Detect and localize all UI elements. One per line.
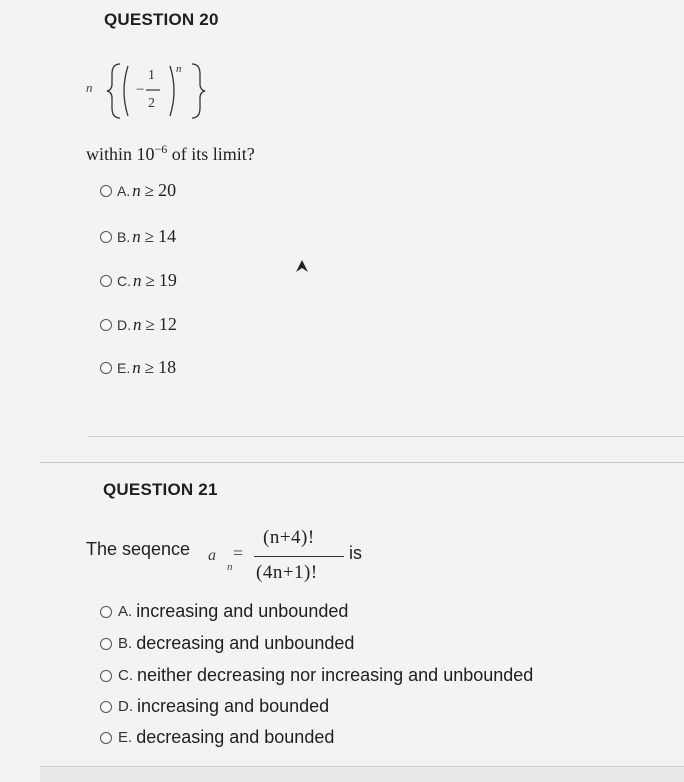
question-20-formula <box>84 56 234 126</box>
prompt-suffix: of its limit? <box>167 144 255 164</box>
option-value: 14 <box>158 226 177 246</box>
radio-button[interactable] <box>100 319 112 331</box>
option-letter: E. <box>118 729 133 746</box>
radio-button[interactable] <box>100 185 112 197</box>
q20-option-c[interactable] <box>100 270 177 291</box>
option-letter: A. <box>118 603 133 620</box>
q21-option-e[interactable] <box>100 727 334 748</box>
option-letter: A. <box>117 182 131 199</box>
radio-button[interactable] <box>100 638 112 650</box>
option-letter: C. <box>118 667 133 684</box>
option-var: n <box>132 226 141 246</box>
q21-option-b[interactable] <box>100 633 354 654</box>
section-divider <box>88 436 684 437</box>
radio-button[interactable] <box>100 231 112 243</box>
q20-option-b[interactable] <box>100 226 176 247</box>
question-20-prompt <box>86 142 255 165</box>
radio-button[interactable] <box>100 362 112 374</box>
formula-denominator: 2 <box>148 96 155 111</box>
option-letter: D. <box>117 316 131 333</box>
prompt-prefix: within 10 <box>86 144 155 164</box>
seq-numerator: (n+4)! <box>263 527 315 548</box>
option-letter: D. <box>118 698 133 715</box>
option-text: decreasing and bounded <box>136 727 335 747</box>
seq-subscript: n <box>227 561 233 573</box>
option-relation: ≥ <box>144 226 155 246</box>
question-separator <box>40 462 684 463</box>
q20-option-e[interactable] <box>100 357 176 378</box>
formula-brackets <box>84 56 234 126</box>
formula-var: n <box>86 80 93 95</box>
radio-button[interactable] <box>100 732 112 744</box>
option-var: n <box>132 357 141 377</box>
option-var: n <box>132 180 141 200</box>
q21-option-d[interactable] <box>100 696 329 717</box>
option-text: increasing and bounded <box>137 696 330 716</box>
stem-prefix: The seqence <box>86 539 191 559</box>
option-text: decreasing and unbounded <box>136 633 355 653</box>
q21-option-c[interactable] <box>100 665 533 686</box>
option-value: 19 <box>158 270 177 290</box>
option-letter: B. <box>117 228 131 245</box>
question-21-stem <box>86 525 406 595</box>
q20-option-d[interactable] <box>100 314 177 335</box>
stem-suffix: is <box>349 543 362 563</box>
seq-denominator: (4n+1)! <box>256 562 318 583</box>
radio-button[interactable] <box>100 701 112 713</box>
radio-button[interactable] <box>100 275 112 287</box>
question-21-title: QUESTION 21 <box>103 480 218 499</box>
option-relation: ≥ <box>145 314 155 334</box>
option-relation: ≥ <box>144 357 155 377</box>
next-question-panel-edge <box>40 766 684 782</box>
option-letter: C. <box>117 272 131 289</box>
option-var: n <box>133 314 142 334</box>
seq-var: a <box>208 547 216 564</box>
q21-option-a[interactable] <box>100 601 348 622</box>
formula-minus: − <box>136 82 145 98</box>
q20-option-a[interactable] <box>100 180 176 201</box>
option-value: 20 <box>158 180 177 200</box>
option-relation: ≥ <box>144 180 155 200</box>
option-text: increasing and unbounded <box>136 601 349 621</box>
option-text: neither decreasing nor increasing and unbounded <box>137 665 534 685</box>
mouse-cursor-icon <box>294 258 310 274</box>
option-letter: B. <box>118 635 133 652</box>
seq-equals: = <box>233 543 244 563</box>
option-relation: ≥ <box>145 270 155 290</box>
radio-button[interactable] <box>100 606 112 618</box>
fraction-bar <box>254 556 344 557</box>
formula-exponent: n <box>176 63 182 75</box>
question-20-title: QUESTION 20 <box>104 10 219 29</box>
option-var: n <box>133 270 142 290</box>
prompt-exponent: −6 <box>154 142 168 156</box>
option-value: 18 <box>158 357 177 377</box>
option-value: 12 <box>158 314 177 334</box>
radio-button[interactable] <box>100 670 112 682</box>
formula-numerator: 1 <box>148 68 155 83</box>
option-letter: E. <box>117 359 131 376</box>
